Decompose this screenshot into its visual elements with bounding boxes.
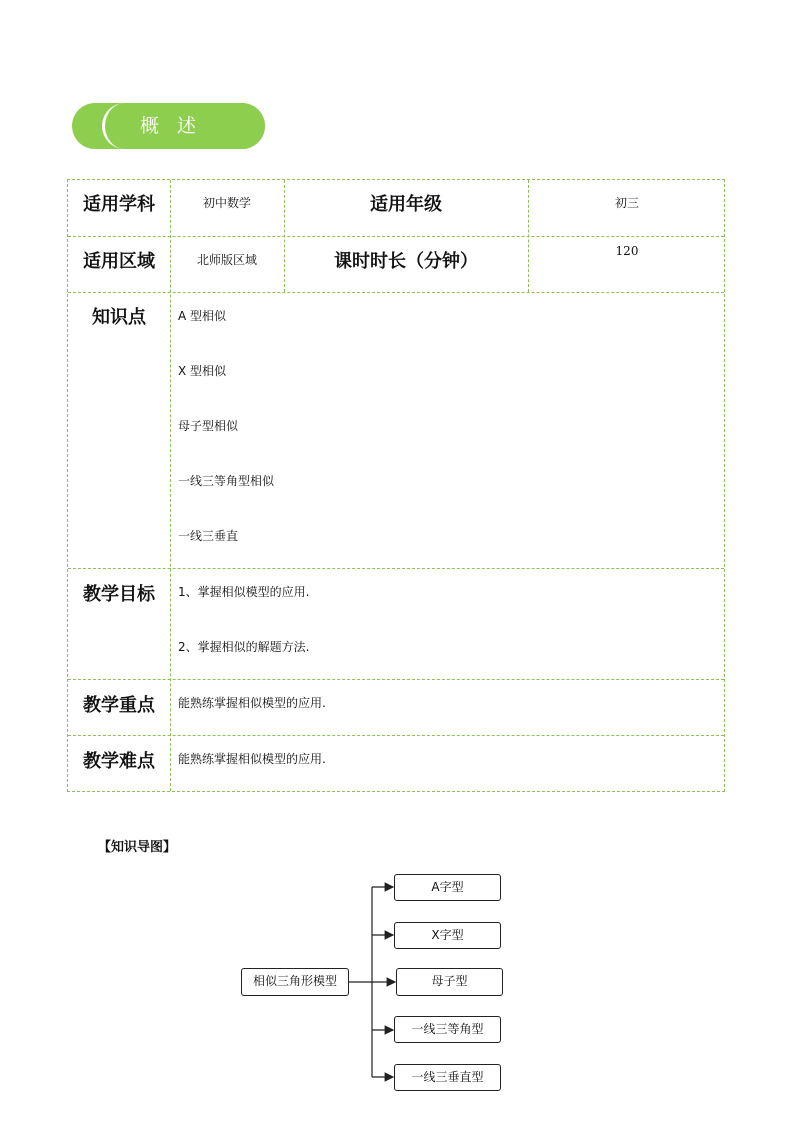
keypoint-label: 教学重点 [83, 695, 155, 716]
goal-item: 2、掌握相似的解题方法. [178, 640, 310, 654]
knowledge-item: X 型相似 [178, 364, 227, 378]
difficulty-label: 教学难点 [83, 751, 155, 772]
subject-value: 初中数学 [202, 196, 251, 210]
mindmap-child: 母子型 [396, 968, 503, 996]
grade-value: 初三 [614, 196, 639, 210]
duration-value: 120 [615, 244, 639, 258]
knowledge-item: A 型相似 [178, 309, 227, 323]
goals-label: 教学目标 [83, 584, 155, 605]
region-value: 北师版区域 [196, 253, 257, 267]
mindmap-title: 【知识导图】 [98, 840, 177, 855]
mindmap-child: A字型 [394, 874, 501, 901]
knowledge-label: 知识点 [92, 307, 146, 328]
mindmap-child: X字型 [394, 922, 501, 949]
section-title: 概 述 [139, 115, 203, 137]
knowledge-item: 一线三等角型相似 [178, 474, 275, 488]
knowledge-item: 母子型相似 [178, 419, 239, 433]
region-label: 适用区域 [83, 251, 155, 272]
subject-label: 适用学科 [83, 194, 155, 215]
keypoint-text: 能熟练掌握相似模型的应用. [178, 696, 326, 710]
mindmap-root: 相似三角形模型 [241, 968, 349, 996]
mindmap-child: 一线三垂直型 [394, 1064, 501, 1091]
difficulty-text: 能熟练掌握相似模型的应用. [178, 752, 326, 766]
mindmap-child: 一线三等角型 [394, 1016, 501, 1043]
duration-label: 课时时长（分钟） [334, 251, 478, 272]
grade-label: 适用年级 [370, 194, 442, 215]
goal-item: 1、掌握相似模型的应用. [178, 585, 310, 599]
knowledge-item: 一线三垂直 [178, 529, 239, 543]
